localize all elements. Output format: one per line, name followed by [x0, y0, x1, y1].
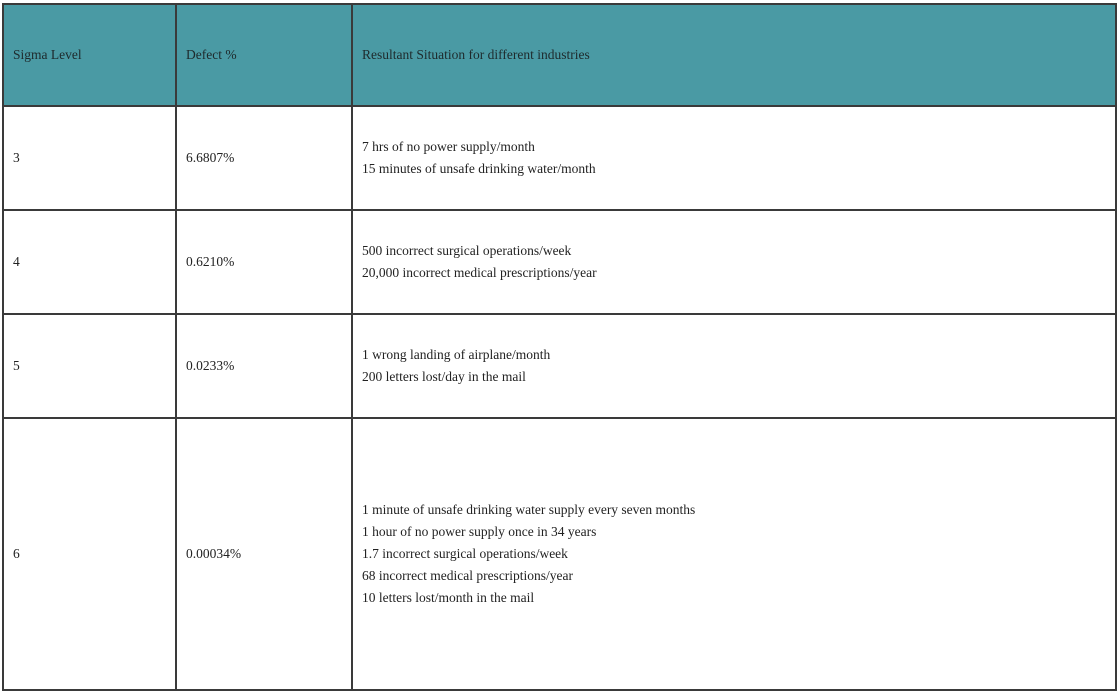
header-sigma-level: Sigma Level: [3, 4, 176, 106]
table-row: [3, 210, 1116, 314]
sigma-defect-table: [2, 3, 1117, 691]
situation-line: 15 minutes of unsafe drinking water/month: [362, 161, 596, 176]
situation-line: 200 letters lost/day in the mail: [362, 369, 526, 384]
cell-defect-percent: 0.0233%: [176, 314, 352, 418]
situation-line: 1 hour of no power supply once in 34 years: [362, 524, 597, 539]
cell-situations: [352, 314, 1116, 418]
cell-sigma-level: 6: [3, 418, 176, 690]
cell-sigma-level: 5: [3, 314, 176, 418]
situation-line: 68 incorrect medical prescriptions/year: [362, 568, 574, 583]
situation-line: 500 incorrect surgical operations/week: [362, 243, 572, 258]
cell-defect-percent: 6.6807%: [176, 106, 352, 210]
cell-sigma-level: 3: [3, 106, 176, 210]
table-row: [3, 314, 1116, 418]
situation-line: 7 hrs of no power supply/month: [362, 139, 535, 154]
table-row: [3, 106, 1116, 210]
table-row: [3, 418, 1116, 690]
cell-defect-percent: 0.00034%: [176, 418, 352, 690]
cell-situations: [352, 210, 1116, 314]
cell-defect-percent: 0.6210%: [176, 210, 352, 314]
cell-situations: [352, 106, 1116, 210]
table-body: [3, 106, 1116, 690]
header-defect-percent: Defect %: [176, 4, 352, 106]
situation-line: 20,000 incorrect medical prescriptions/year: [362, 265, 597, 280]
situation-line: 10 letters lost/month in the mail: [362, 590, 535, 605]
header-resultant-situation: Resultant Situation for different industries: [352, 4, 1116, 106]
header-row: [3, 4, 1116, 106]
situation-line: 1 wrong landing of airplane/month: [362, 347, 551, 362]
situation-line: 1 minute of unsafe drinking water supply every seven months: [362, 502, 696, 517]
situation-line: 1.7 incorrect surgical operations/week: [362, 546, 568, 561]
cell-sigma-level: 4: [3, 210, 176, 314]
cell-situations: [352, 418, 1116, 690]
table-header: [3, 4, 1116, 106]
